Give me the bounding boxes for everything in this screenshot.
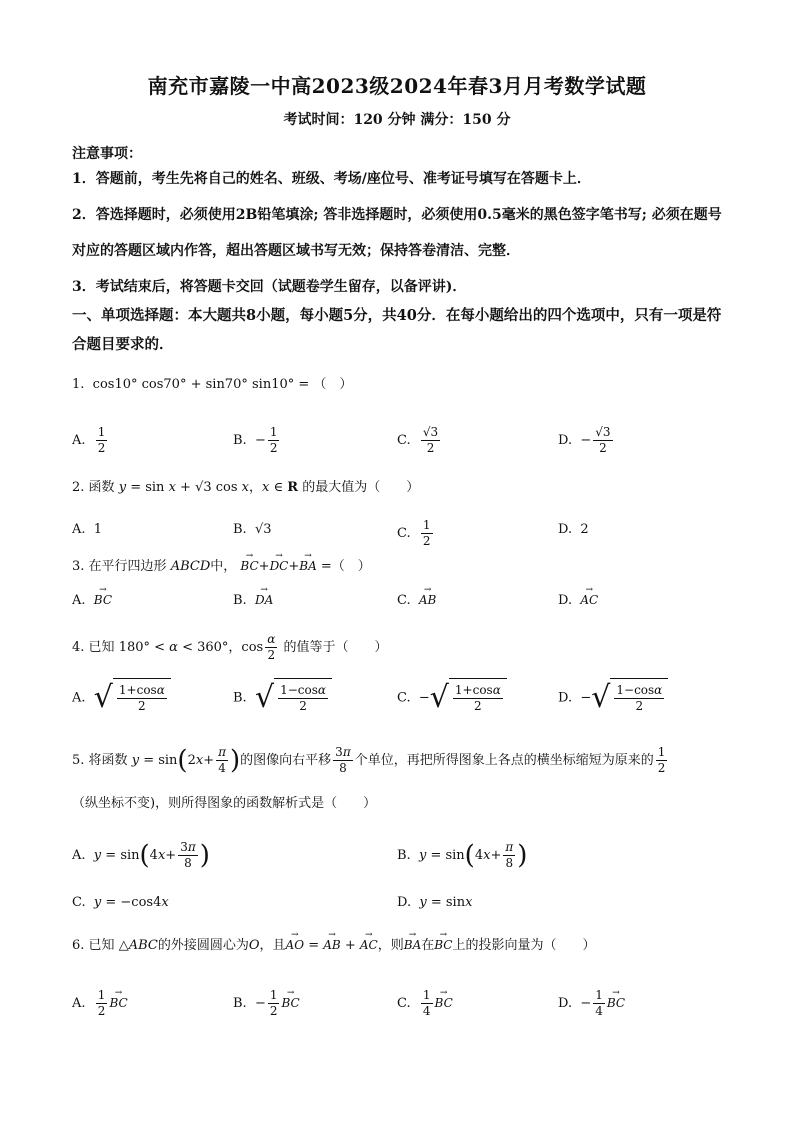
q6-option-b[interactable]: B. − $\frac{1}{2}$ → BC [233, 988, 300, 1019]
q4-option-b[interactable]: B. √ $\frac{1-\cos\alpha}{2}$ [233, 678, 332, 718]
q6-option-c[interactable]: C. $\frac{1}{4}$ → BC [397, 988, 453, 1019]
note-item-2: 2．答选择题时，必须使用2B铅笔填涂; 答非选择题时，必须使用0.5毫米的黑色签字笔书写; 必须在题号对应的答题区域内作答，超出答题区域书写无效；保持答卷清洁、完整． [72, 207, 722, 259]
q1-option-c[interactable]: C. $\frac{√3}{2}$ [397, 425, 439, 455]
q4-option-d[interactable]: D. − √ $\frac{1-\cos\alpha}{2}$ [558, 678, 668, 718]
q3-option-b[interactable]: B. → DA [233, 590, 273, 611]
q5-option-d[interactable]: D. y = sinx [397, 895, 473, 910]
exam-title: 南充市嘉陵一中高2023级2024年春3月月考数学试题 [147, 74, 647, 98]
question-3: 3. 在平行四边形 ABCD中， → BC+→ DC+→ BA =（ ） [72, 556, 371, 577]
q4-option-a[interactable]: A. √ $\frac{1+\cos\alpha}{2}$ [72, 678, 171, 718]
question-5: 5. 将函数 y = sin(2x+ $\frac{\pi}{4}$ )的图像向右平移 $\frac{3\pi}{8}$ 个单位，再把所得图象上各点的横坐标缩短为原来的 $\frac{1}{2}$ [72, 745, 666, 776]
q5-option-a[interactable]: A. y = sin(4x+ $\frac{3\pi}{8}$ ) [72, 840, 210, 871]
question-1: 1. cos10° cos70° + sin70° sin10° = （ ） [72, 377, 353, 392]
q1-option-b[interactable]: B. − $\frac{1}{2}$ [233, 425, 278, 455]
q3-option-c[interactable]: C. → AB [397, 590, 436, 611]
question-4: 4. 已知 180° < α < 360°，cos $\frac{\alpha}{2}$ 的值等于（ ） [72, 632, 388, 662]
question-5-line-2: （纵坐标不变)，则所得图象的函数解析式是（ ） [72, 796, 377, 811]
q2-option-a[interactable]: A. 1 [72, 522, 103, 537]
q2-option-c[interactable]: C. $\frac{1}{2}$ [397, 518, 431, 548]
exam-subtitle: 考试时间：120 分钟 满分：150 分 [283, 112, 511, 128]
note-item-1: 1．答题前，考生先将自己的姓名、班级、考场/座位号、准考证号填写在答题卡上． [72, 171, 591, 187]
q3-option-a[interactable]: A. → BC [72, 590, 112, 611]
section-heading: 一、单项选择题：本大题共8小题，每小题5分，共40分．在每小题给出的四个选项中，只有一项是符合题目要求的． [72, 307, 722, 353]
q3-option-d[interactable]: D. → AC [558, 590, 598, 611]
q6-option-d[interactable]: D. − $\frac{1}{4}$ → BC [558, 988, 625, 1019]
q5-option-b[interactable]: B. y = sin(4x+ $\frac{\pi}{8}$ ) [397, 840, 528, 871]
q2-option-d[interactable]: D. 2 [558, 522, 589, 537]
q2-option-b[interactable]: B. √3 [233, 522, 272, 537]
answer-blank: （ ） [313, 377, 353, 392]
q6-option-a[interactable]: A. $\frac{1}{2}$ → BC [72, 988, 128, 1019]
q5-option-c[interactable]: C. y = −cos4x [72, 895, 169, 910]
question-number: 1. [72, 377, 85, 392]
note-item-3: 3．考试结束后，将答题卡交回（试题卷学生留存，以备评讲)． [72, 279, 467, 295]
q1-option-a[interactable]: A. $\frac{1}{2}$ [72, 425, 106, 455]
question-6: 6. 已知 △ABC的外接圆圆心为O，且→ AO = → AB + → AC，则→ BA在→ BC上的投影向量为（ ） [72, 935, 596, 956]
notes-heading: 注意事项： [72, 146, 142, 162]
q1-option-d[interactable]: D. − $\frac{√3}{2}$ [558, 425, 611, 455]
question-2: 2. 函数 y = sin x + √3 cos x，x ∈ R 的最大值为（ ） [72, 480, 420, 495]
q4-option-c[interactable]: C. − √ $\frac{1+\cos\alpha}{2}$ [397, 678, 507, 718]
